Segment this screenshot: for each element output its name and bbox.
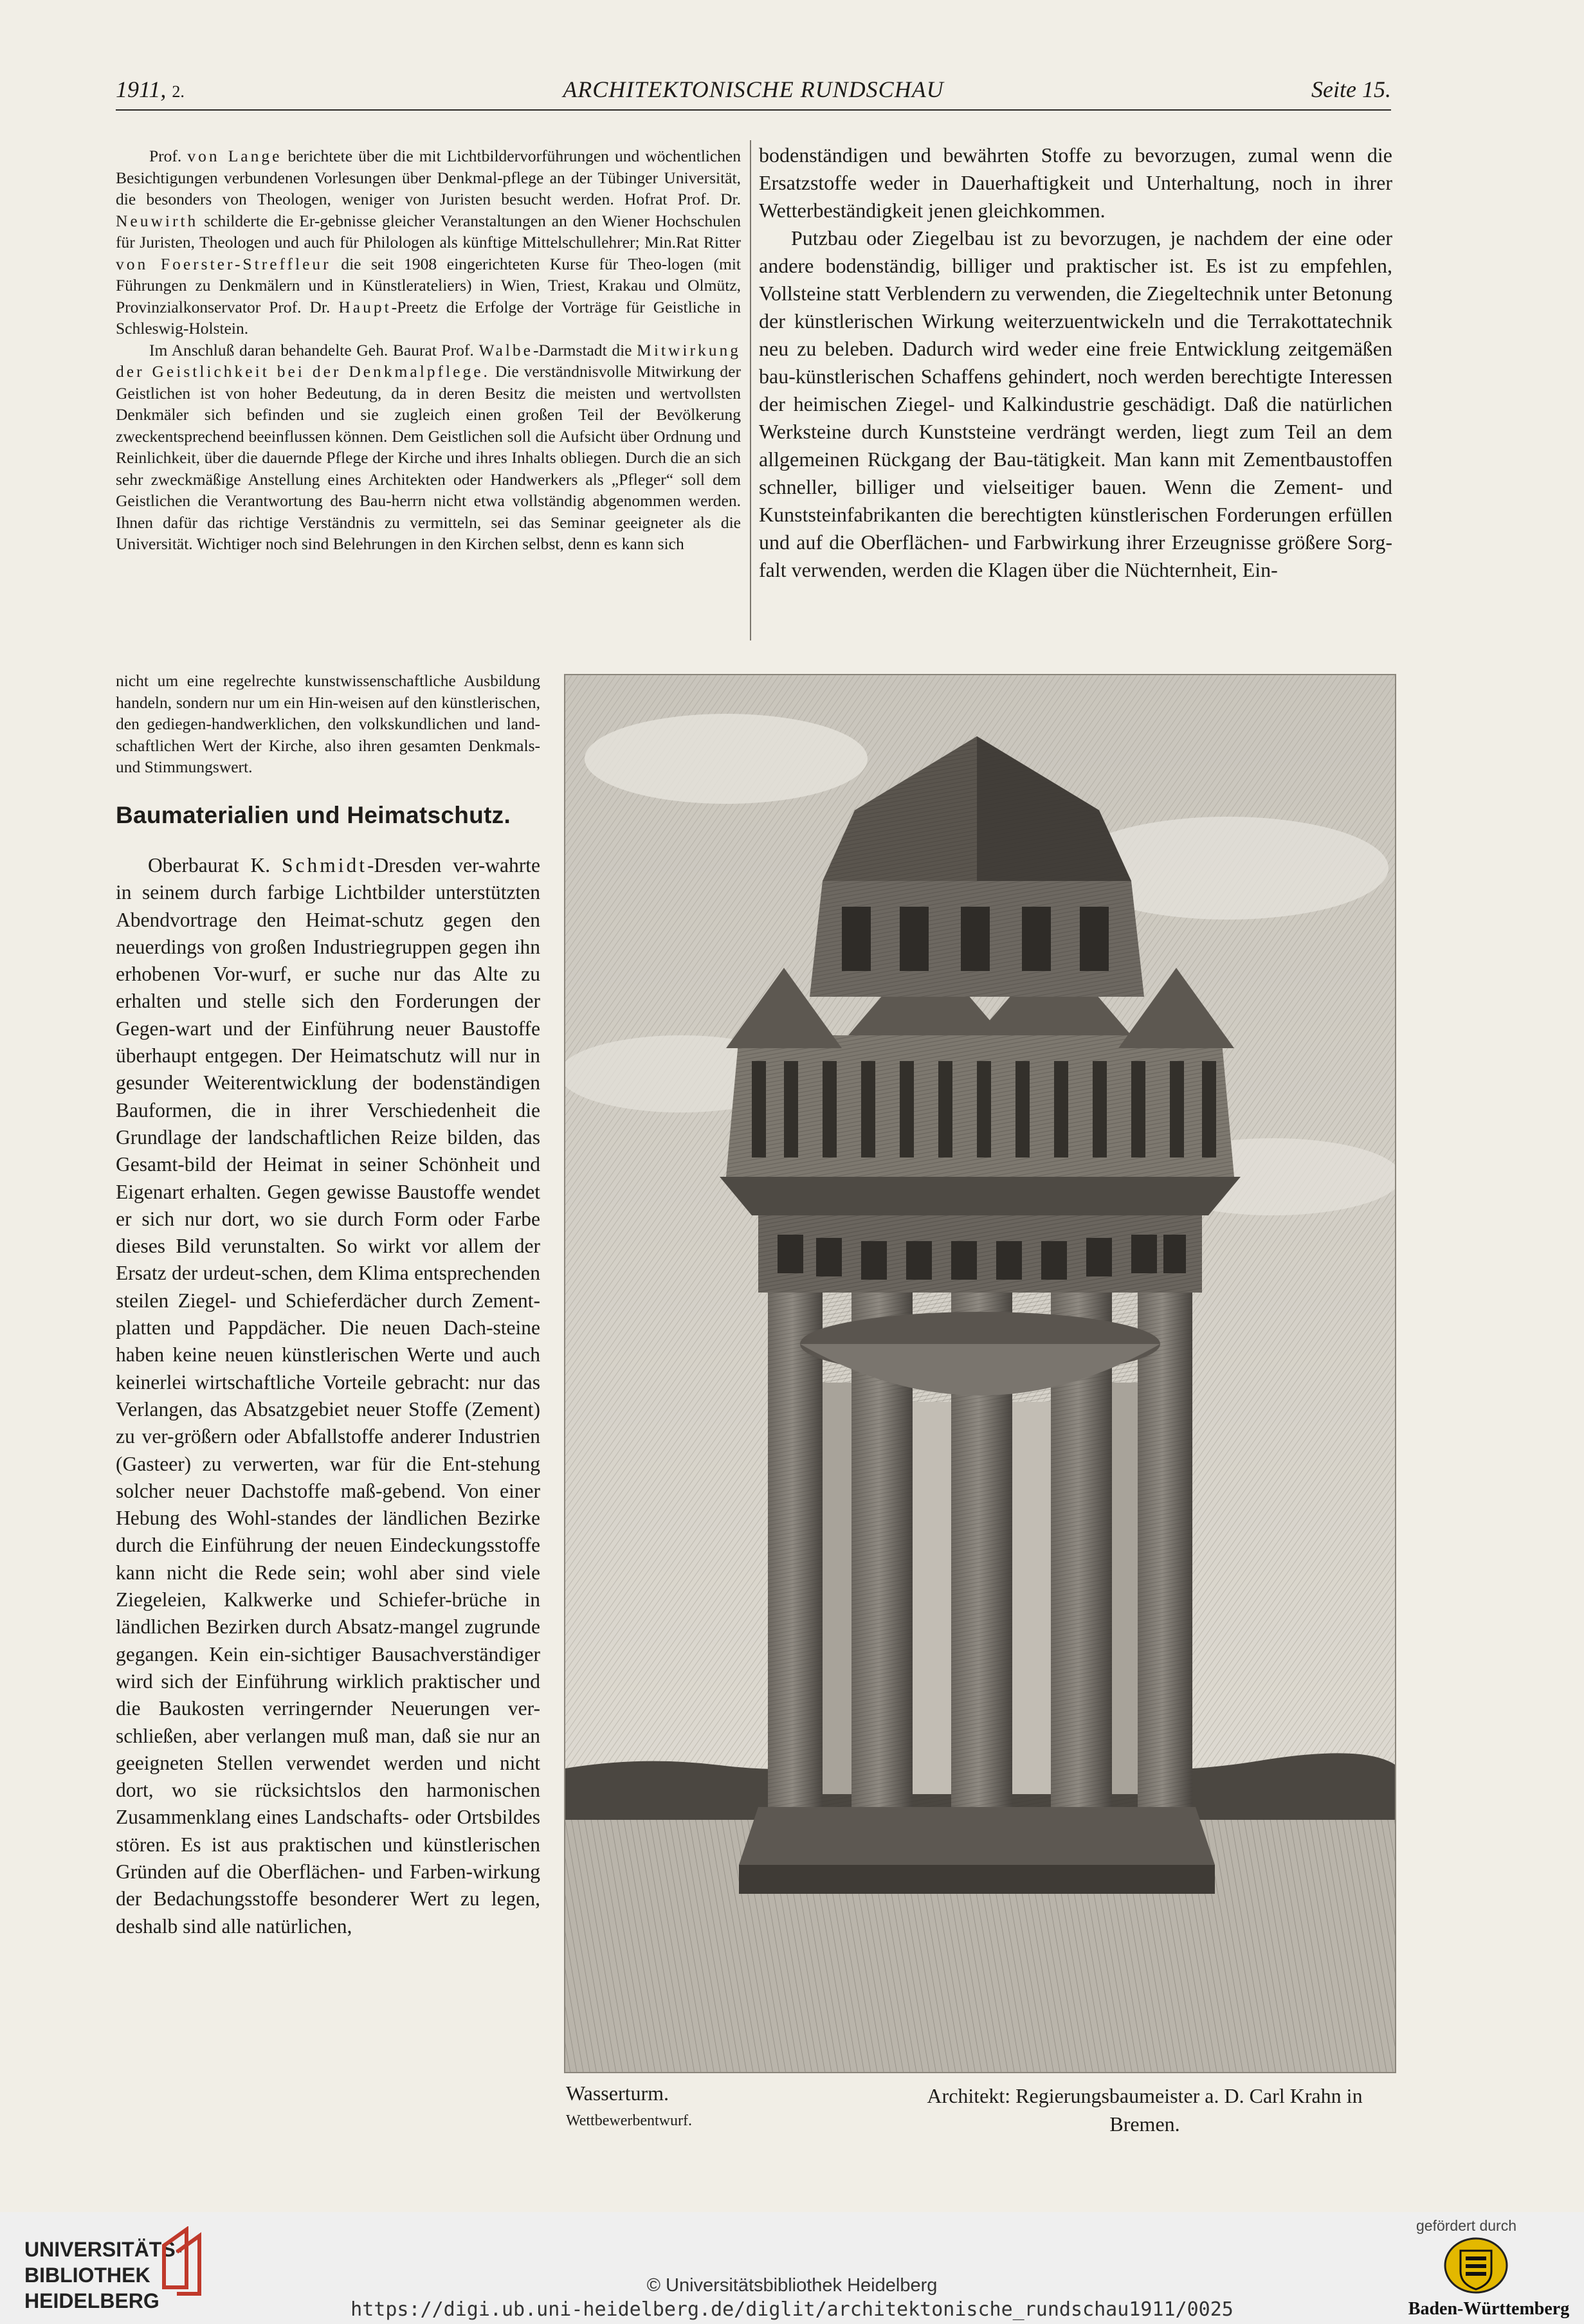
intro-paragraph-2: Im Anschluß daran behandelte Geh. Baurat Prof. Walbe-Darmstadt die Mitwirkung der Geistlichkeit bei der Denkmalpflege. Die verständnisvolle Mitwirkung der Geistlichen ist von hoher Bedeutung, da in deren Besitz die meisten und wertvollsten Denkmäler sich befinden und sie zugleich einen großen Teil der Bevölkerung zweckentsprechend beeinflussen können. Dem Geistlichen soll die Aufsicht über Ordnung und Reinlichkeit, über die dauernde Pflege der Kirche und ihres Inhalts obliegen. Durch die an sich sehr zweckmäßige Anstellung eines Architekten oder Handwerkers als „Pfleger“ soll dem Geistlichen die Verantwortung des Bau-herrn nicht etwa vollständig abgenommen werden. Ihnen dafür das richtige Verständnis zu vermitteln, sei das Seminar geeigneter als die Universität. Wichtiger noch sind Belehrungen in den Kirchen selbst, denn es kann sich <box>116 340 741 553</box>
right-paragraph-1: bodenständigen und bewährten Stoffe zu bevorzugen, zumal wenn die Ersatzstoffe weder in Dauerhaftigkeit und Unterhaltung, noch in ihrer Wetterbeständigkeit jenen gleichkommen. <box>759 143 1392 222</box>
funded-by-label: gefördert durch <box>1416 2217 1516 2234</box>
library-line-3: HEIDELBERG <box>24 2289 159 2312</box>
intro-paragraph-1: Prof. von Lange berichtete über die mit Lichtbildervorführungen und wöchentlichen Besichtigungen verbundenen Vorlesungen über Denkmal-pflege an der Tübinger Universität, die besonders von Theologen, weniger von Juristen besucht werden. Hofrat Prof. Dr. Neuwirth schilderte die Er-gebnisse gleicher Veranstaltungen an den Wiener Hochschulen für Juristen, Theologen und auch für Philologen als künftige Mittelschullehrer; Min.Rat Ritter von Foerster-Streffleur die seit 1908 eingerichteten Kurse für Theo-logen (mit Führungen zu Denkmälern und in Künstlerateliers) in Wien, Triest, Krakau und Olmütz, Provinzialkonservator Prof. Dr. Haupt-Preetz die Erfolge der Vorträge für Geistliche in Schleswig-Holstein. <box>116 147 741 338</box>
intro-continuation: nicht um eine regelrechte kunstwissenschaftliche Ausbildung handeln, sondern nur um ein Hin-weisen auf den künstlerischen, den gediegen-handwerklichen, den volkskundlichen und land-schaftlichen Wert der Kirche, also ihren gesamten Denkmals- und Stimmungswert. <box>116 671 540 776</box>
header-issue: 2. <box>172 82 185 101</box>
library-line-1: UNIVERSITÄTS- <box>24 2238 183 2261</box>
section-paragraph: Oberbaurat K. Schmidt-Dresden ver-wahrte in seinem durch farbige Lichtbilder unterstützten Abendvortrage den Heimat-schutz gegen den neuerdings von großen Industriegruppen gegen ihn erhobenen Vor-wurf, er suche nur das Alte zu erhalten und stelle sich den Forderungen der Gegen-wart und der Einführung neuer Baustoffe überhaupt entgegen. Der Heimatschutz will nur in gesunder Weiterentwicklung der bodenständigen Bauformen, die in ihrer Verschiedenheit die Grundlage der landschaftlichen Reize bilden, das Gesamt-bild der Heimat in seiner Schönheit und Eigenart erhalten. Gegen gewisse Baustoffe wendet er sich nur dort, wo sie durch Form oder Farbe dieses Bild verunstalten. So wirkt vor allem der Ersatz der urdeut-schen, dem Klima entsprechenden steilen Ziegel- und Schieferdächer durch Zement-platten und Pappdächer. Die neuen Dach-steine haben keine neuen künstlerischen Werte und auch keinerlei wirtschaftliche Vorteile gebracht: nur das Verlangen, das Absatzgebiet neuer Stoffe (Zement) zu ver-größern oder Abfallstoffe anderer Industrien (Gasteer) zu verwerten, war für die Ent-stehung solcher neuer Dachstoffe maß-gebend. Von einer Hebung des Wohl-standes der ländlichen Bezirke durch die Einführung der neuen Eindeckungsstoffe kann nicht die Rede sein; wohl aber sind viele Ziegeleien, Kalkwerke und Schiefer-brüche in ländlichen Bezirken durch Absatz-mangel zugrunde gegangen. Kein ein-sichtiger Bausachverständiger wird sich der Einführung wirklich praktischer und die Baukosten verringernder Neuerungen ver-schließen, aber verlangen muß man, daß sie nur an geeigneten Stellen verwendet werden und nicht dort, wo sie rücksichtslos den harmonischen Zusammenklang eines Landschafts- oder Ortsbildes stören. Es ist aus praktischen und künstlerischen Gründen auf die Oberflächen- und Farben-wirkung der Bedachungsstoffe besonderer Wert zu legen, deshalb sind alle natürlichen, <box>116 854 541 1938</box>
header-rule <box>116 109 1391 111</box>
header-year: 1911, <box>116 77 167 102</box>
baden-wuerttemberg-seal-icon <box>1444 2237 1508 2298</box>
right-column-text <box>759 141 1392 584</box>
library-line-2: BIBLIOTHEK <box>24 2264 150 2287</box>
page-number: Seite 15. <box>1311 77 1391 102</box>
figure-caption-architect: Architekt: Regierungsbaumeister a. D. Carl Krahn in Bremen. <box>927 2084 1363 2136</box>
water-tower-illustration <box>564 674 1396 2073</box>
right-paragraph-2: Putzbau oder Ziegelbau ist zu bevorzugen, je nachdem der eine oder andere bodenständig, billiger und praktischer ist. Es ist zu empfehlen, Vollsteine statt Verblendern zu verwenden, die Ziegeltechnik unter Betonung der künstlerischen Wirkung weiterzuentwickeln und die Terrakottatechnik neu zu beleben. Dadurch wird weder eine freie Entwicklung zeitgemäßen bau-künstlerischen Schaffens gehindert, noch werden berechtigte Interessen der heimischen Ziegel- und Kalkindustrie geschädigt. Daß die natürlichen Werksteine durch Kunststeine verdrängt werden, liegt zum Teil an dem allgemeinen Rückgang der Bau-tätigkeit. Man kann mit Zementbaustoffen schneller, billiger und vielseitiger bauen. Wenn die Zement- und Kunststeinfabrikanten die berechtigten künstlerischen Forderungen erfüllen und auf die Oberflächen- und Farbwirkung ihrer Erzeugnisse größere Sorg-falt verwenden, werden die Klagen über die Nüchternheit, Ein- <box>759 226 1392 581</box>
column-divider <box>750 140 751 640</box>
tower-drawing <box>565 675 1395 2072</box>
copyright-notice: © Universitätsbibliothek Heidelberg <box>646 2275 938 2296</box>
journal-title: ARCHITEKTONISCHE RUNDSCHAU <box>563 77 944 102</box>
source-url[interactable]: https://digi.ub.uni-heidelberg.de/diglit/architektonische_rundschau1911/0025 <box>350 2298 1234 2321</box>
section-heading: Baumaterialien und Heimatschutz. <box>116 802 511 828</box>
funder-name: Baden-Württemberg <box>1408 2299 1570 2319</box>
section-body <box>116 852 540 1940</box>
intro-paragraphs <box>116 145 741 555</box>
figure-caption-subtitle: Wettbewerbentwurf. <box>566 2112 692 2129</box>
running-header <box>116 76 1391 114</box>
figure-caption-title: Wasserturm. <box>566 2082 669 2105</box>
